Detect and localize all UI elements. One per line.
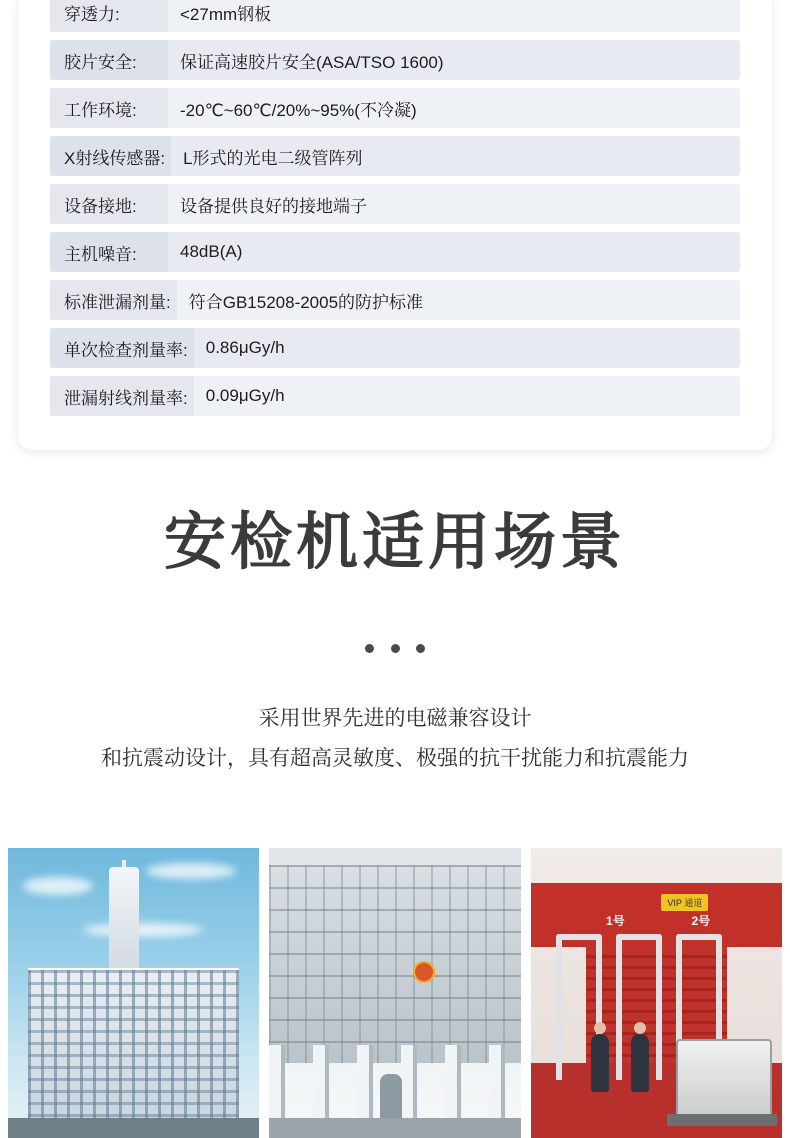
spec-value: L形式的光电二级管阵列 [183, 148, 363, 168]
photo-gallery [8, 848, 782, 1138]
table-row [50, 184, 740, 224]
table-row [50, 136, 740, 176]
spec-label: 标准泄漏剂量: [50, 280, 177, 320]
lane-number-1: 1号 [606, 913, 625, 928]
national-emblem-icon [413, 961, 435, 983]
lane-number-2: 2号 [691, 913, 711, 928]
person-head [594, 1022, 606, 1034]
table-row [50, 0, 740, 32]
subtitle-line-2: 和抗震动设计，具有超高灵敏度、极强的抗干扰能力和抗震能力 [101, 747, 689, 770]
cloud-shape [146, 863, 236, 879]
dot-icon [391, 644, 400, 653]
table-row [50, 280, 740, 320]
specification-table [50, 0, 740, 416]
ground-strip [269, 1118, 520, 1138]
subtitle-line-1: 采用世界先进的电磁兼容设计 [258, 707, 532, 730]
table-row [50, 376, 740, 416]
xray-scanner-machine [676, 1039, 772, 1121]
table-row [50, 232, 740, 272]
table-row [50, 40, 740, 80]
security-gate-lobby-photo [531, 848, 782, 1138]
dot-icon [416, 644, 425, 653]
office-building-photo [269, 848, 520, 1138]
spec-value: -20℃~60℃/20%~95%(不冷凝) [180, 100, 417, 120]
table-row [50, 88, 740, 128]
spec-label: 单次检查剂量率: [50, 328, 194, 368]
spec-value: <27mm钢板 [180, 4, 272, 24]
spec-value: 48dB(A) [180, 242, 243, 261]
spec-label: X射线传感器: [50, 136, 171, 176]
hotel-building-photo [8, 848, 259, 1138]
spec-label: 工作环境: [50, 88, 168, 128]
spec-value: 0.09μGy/h [205, 386, 285, 405]
building-facade [269, 865, 520, 1062]
window-grid [269, 865, 520, 1062]
window-grid [28, 970, 239, 1121]
spec-value: 符合GB15208-2005的防护标准 [188, 292, 424, 312]
spec-value: 设备提供良好的接地端子 [180, 196, 367, 216]
building-facade [28, 968, 239, 1121]
cloud-shape [23, 877, 93, 895]
dot-icon [365, 644, 374, 653]
spec-value: 0.86μGy/h [205, 338, 285, 357]
table-row [50, 328, 740, 368]
decorative-dots [0, 644, 790, 653]
specification-card [18, 0, 772, 450]
vip-lane-sign: VIP 通道 [661, 894, 708, 911]
person-figure [631, 1034, 649, 1092]
page-title: 安检机适用场景 [163, 508, 626, 577]
spec-value: 保证高速胶片安全(ASA/TSO 1600) [180, 52, 444, 72]
spec-label: 泄漏射线剂量率: [50, 376, 194, 416]
spec-label: 设备接地: [50, 184, 168, 224]
spec-label: 主机噪音: [50, 232, 168, 272]
ground-strip [8, 1118, 259, 1138]
spec-label: 穿透力: [50, 0, 168, 32]
person-figure [591, 1034, 609, 1092]
spec-label: 胶片安全: [50, 40, 168, 80]
conveyor-belt [667, 1114, 777, 1126]
person-head [634, 1022, 646, 1034]
